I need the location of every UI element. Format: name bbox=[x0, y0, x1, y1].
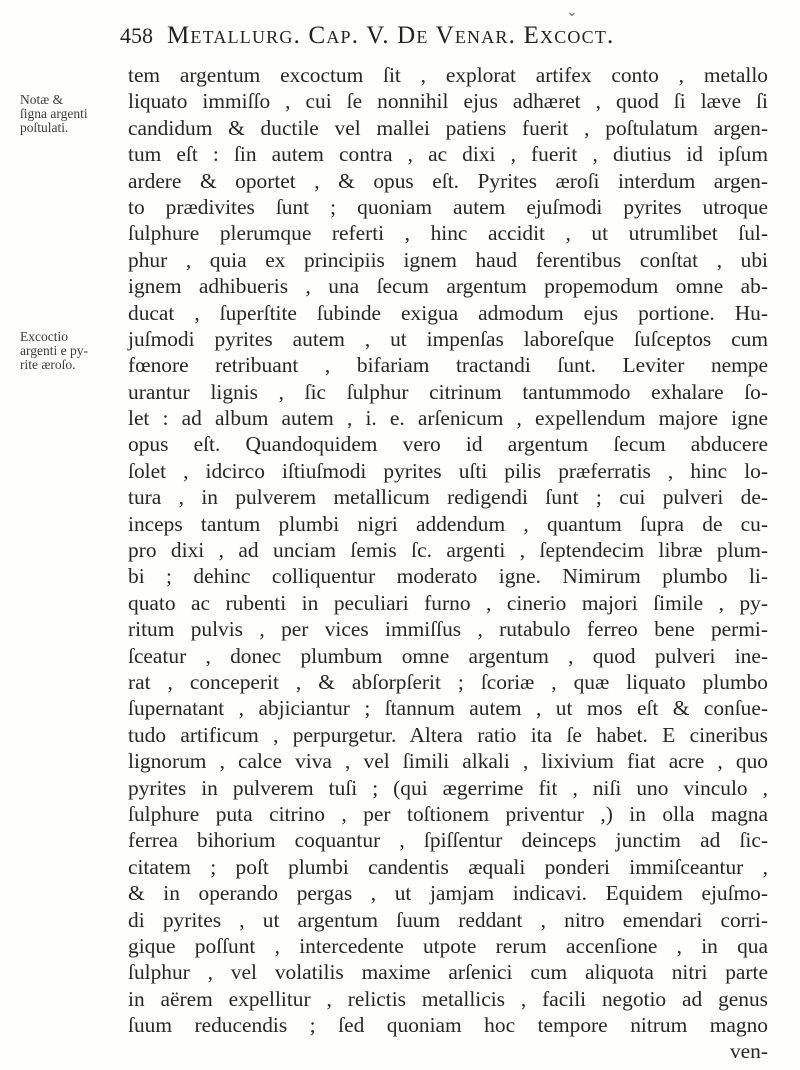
text-line: lignorum , calce viva , vel ſimili alkali , lixivium fiat acre , quo bbox=[128, 749, 768, 774]
text-line: to prædivites ſunt ; quoniam autem ejuſmodi pyrites utroque bbox=[128, 194, 768, 219]
margin-note-signs-of-silver bbox=[20, 93, 128, 135]
text-line: candidum & ductile vel mallei patiens fuerit , poſtulatum argen- bbox=[128, 115, 768, 140]
text-line: ferrea bihorium coquantur , ſpiſſentur deinceps junctim ad ſic- bbox=[128, 828, 768, 853]
running-header bbox=[120, 22, 780, 58]
text-line: tum eſt : ſin autem contra , ac dixi , fuerit , diutius id ipſum bbox=[128, 142, 768, 167]
text-line: ſceatur , donec plumbum omne argentum , quod pulveri ine- bbox=[128, 643, 768, 668]
running-title: Metallurg. Cap. V. De Venar. Excoct. bbox=[167, 22, 615, 49]
text-line: inceps tantum plumbi nigri addendum , quantum ſupra de cu- bbox=[128, 511, 768, 536]
text-line: tem argentum excoctum ſit , explorat artifex conto , metallo bbox=[128, 63, 768, 87]
text-line: pro dixi , ad unciam ſemis ſc. argenti , ſeptendecim libræ plum- bbox=[128, 538, 768, 563]
text-line: urantur lignis , ſic ſulphur citrinum tantummodo exhalare ſo- bbox=[128, 379, 768, 404]
text-line: in aërem expellitur , relictis metallicis , facili negotio ad genus bbox=[128, 986, 768, 1011]
page-number: 458 bbox=[120, 23, 153, 48]
text-line: ſulphure plerumque referti , hinc accidit , ut utrumlibet ſul- bbox=[128, 221, 768, 246]
margin-note-line: rite æroſo. bbox=[20, 357, 76, 372]
text-line: quato ac rubenti in peculiari furno , cinerio majori ſimile , py- bbox=[128, 590, 768, 615]
text-line: ſolet , idcirco iſtiuſmodi pyrites uſti pilis præferratis , hinc lo- bbox=[128, 458, 768, 483]
text-line: ducat , ſuperſtite ſubinde exigua admodum ejus portione. Hu- bbox=[128, 300, 768, 325]
text-line: ſulphure puta citrino , per toſtionem priventur ,) in olla magna bbox=[128, 801, 768, 826]
margin-note-line: poſtulati. bbox=[20, 120, 69, 135]
margin-note-line: Excoctio bbox=[20, 329, 68, 344]
text-line: ritum pulvis , per vices immiſſus , rutabulo ferreo bene permi- bbox=[128, 617, 768, 642]
text-line: liquato immiſſo , cui ſe nonnihil ejus adhæret , quod ſi læve ſi bbox=[128, 89, 768, 114]
text-line: tudo artificum , perpurgetur. Altera ratio ita ſe habet. E cineribus bbox=[128, 722, 768, 747]
text-line: rat , conceperit , & abſorpſerit ; ſcoriæ , quæ liquato plumbo bbox=[128, 669, 768, 694]
body-text bbox=[128, 62, 768, 1065]
text-line: let : ad album autem , i. e. arſenicum , expellendum majore igne bbox=[128, 406, 768, 431]
text-line: ſuum reducendis ; ſed quoniam hoc tempore nitrum magno bbox=[128, 1013, 768, 1038]
ink-mark-icon: ⌄ bbox=[566, 4, 578, 20]
text-line: pyrites in pulverem tuſi ; (qui ægerrime fit , niſi uno vinculo , bbox=[128, 775, 768, 800]
text-line: fœnore retribuant , bifariam tractandi ſunt. Leviter nempe bbox=[128, 353, 768, 378]
text-line: citatem ; poſt plumbi candentis æquali ponderi immiſceantur , bbox=[128, 854, 768, 879]
text-line: & in operando pergas , ut jamjam indicavi. Equidem ejuſmo- bbox=[128, 881, 768, 906]
text-line: ven- bbox=[729, 1039, 768, 1064]
text-line: ardere & oportet , & opus eſt. Pyrites æroſi interdum argen- bbox=[128, 168, 768, 193]
text-line: tura , in pulverem metallicum redigendi ſunt ; cui pulveri de- bbox=[128, 485, 768, 510]
text-line: bi ; dehinc colliquentur moderato igne. Nimirum plumbo li- bbox=[128, 564, 768, 589]
text-line: ignem adhibueris , una ſecum argentum propemodum omne ab- bbox=[128, 274, 768, 299]
margin-note-line: argenti e py- bbox=[20, 343, 88, 358]
text-line: juſmodi pyrites autem , ut impenſas laboreſque ſuſceptos cum bbox=[128, 326, 768, 351]
text-line: ſupernatant , abjiciantur ; ſtannum autem , ut mos eſt & conſue- bbox=[128, 696, 768, 721]
margin-note-smelting-silver bbox=[20, 330, 128, 372]
text-line: opus eſt. Quandoquidem vero id argentum ſecum abducere bbox=[128, 432, 768, 457]
text-line: gique poſſunt , intercedente utpote rerum accenſione , in qua bbox=[128, 933, 768, 958]
margin-note-line: ſigna argenti bbox=[20, 106, 88, 121]
text-line: di pyrites , ut argentum ſuum reddant , nitro emendari corri- bbox=[128, 907, 768, 932]
margin-note-line: Notæ & bbox=[20, 92, 64, 107]
text-line: phur , quia ex principiis ignem haud ferentibus conſtat , ubi bbox=[128, 247, 768, 272]
text-line: ſulphur , vel volatilis maxime arſenici cum aliquota nitri parte bbox=[128, 960, 768, 985]
